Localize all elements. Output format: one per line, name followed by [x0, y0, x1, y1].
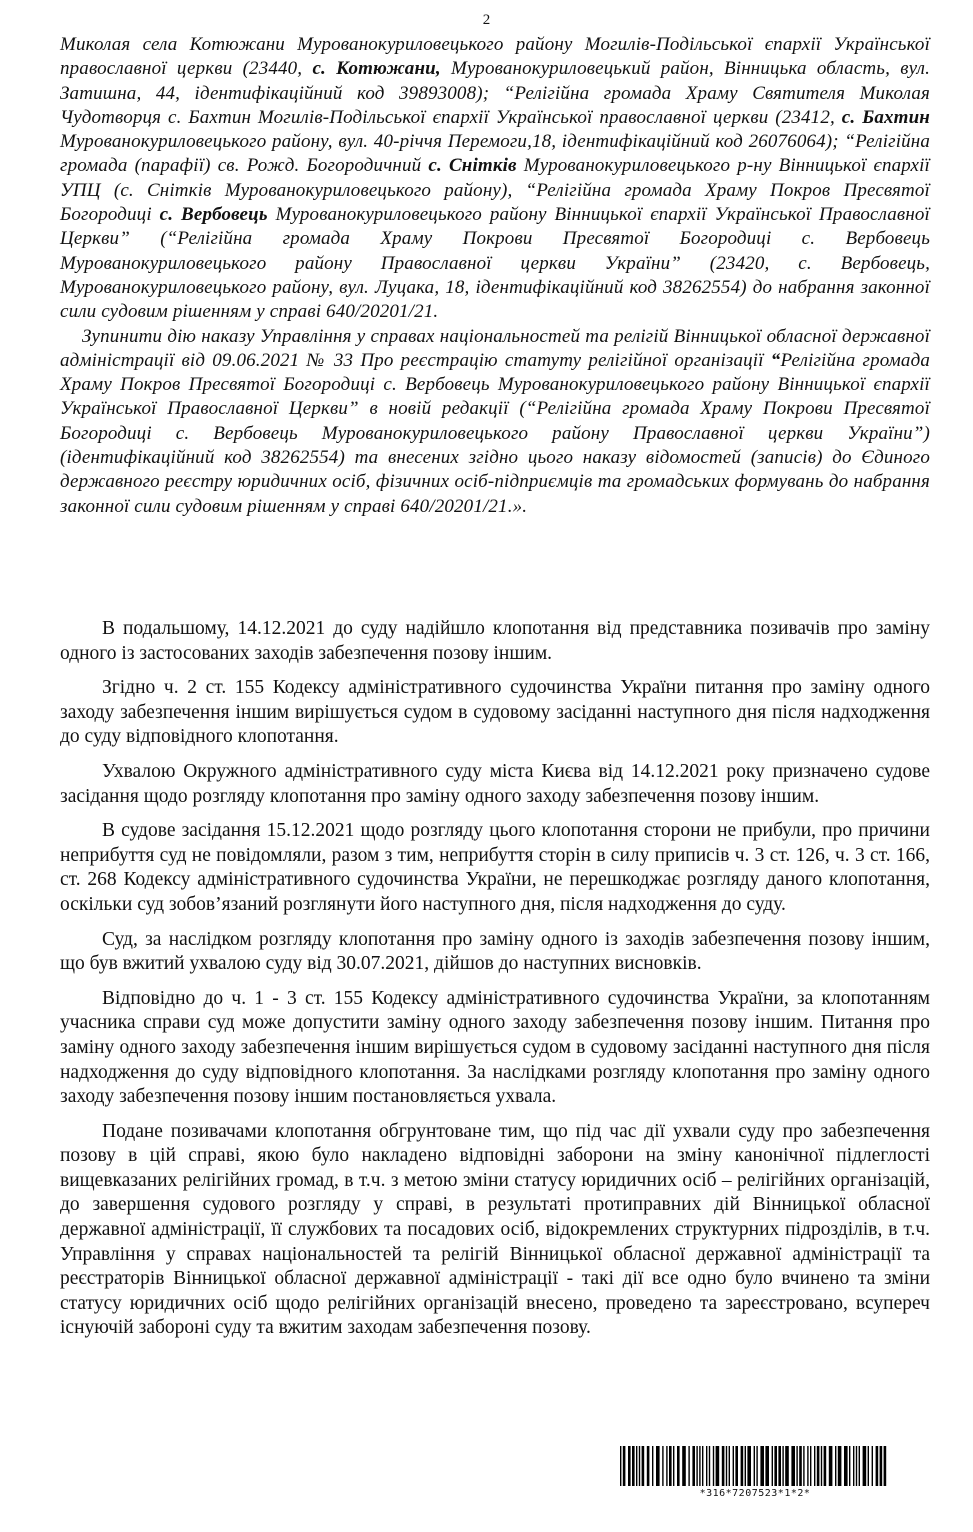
barcode-image — [620, 1446, 890, 1486]
text-run: Мурованокуриловецького району Вінницької єпархії Української Православної Церкви” (“Релігійна громада Храму Покрови Пресвятої Богородиці с. Вербовець Мурованокуриловецького району Православної церкви України” (23420, с. Вербовець, Мурованокуриловецького району, вул. Луцака, 18, ідентифікаційний код 38262554) до набрання законної сили судовим рішенням у справі 640/20201/21. — [60, 204, 930, 323]
text-run: Мурованокуриловецького р-ну Вінницької єпархії УПЦ (с. Снітків Мурованокуриловецького району), “Релігійна громада Храму Покров Пресвятої Богородиці — [60, 155, 930, 226]
document-body — [60, 617, 930, 1351]
body-paragraph: Згідно ч. 2 ст. 155 Кодексу адміністративного судочинства України питання про заміну одного заходу забезпечення іншим вирішується судом в судовому засіданні наступного дня після надходження до суду відповідного клопотання. — [60, 677, 930, 748]
bold-run: “ — [770, 349, 781, 371]
bold-run: с. Вербовець — [159, 204, 268, 226]
text-run: Мурованокуриловецький район, Вінницька область, вул. Затишна, 44, ідентифікаційний код 39893008); “Релігійна громада Храму Святителя Миколая Чудотворця с. Бахтин Могилів-Подільської єпархії Української православної церкви (23412, — [60, 58, 931, 128]
body-paragraph: В подальшому, 14.12.2021 до суду надійшло клопотання від представника позивачів про заміну одного із застосованих заходів забезпечення позову іншим. — [60, 618, 930, 664]
text-run: Зупинити дію наказу Управління у справах національностей та релігій Вінницької обласної державної адміністрації від 09.06.2021 № 33 Про реєстрацію статуту релігійної організації — [60, 325, 930, 371]
document-barcode — [620, 1446, 900, 1499]
quoted-paragraph-1 — [60, 33, 930, 325]
text-run: Миколая села Котюжани Мурованокуриловецького району Могилів-Подільської єпархії Української православної церкви (23440, — [60, 34, 930, 80]
body-paragraph: Відповідно до ч. 1 - 3 ст. 155 Кодексу адміністративного судочинства України, за клопотанням учасника справи суд може допустити заміну одного заходу забезпечення позову іншим. Питання про заміну одного заходу забезпечення іншим вирішується судом в судовому засіданні наступного дня після надходження до суду відповідного клопотання. За наслідками розгляду клопотання про заміну одного заходу забезпечення позову іншим постановляється ухвала. — [60, 987, 930, 1108]
quoted-order-text — [60, 33, 930, 519]
text-run: Мурованокуриловецького району, вул. 40-річчя Перемоги,18, ідентифікаційний код 26076064); “Релігійна громада (парафії) св. Рожд. Богородичний — [60, 131, 930, 177]
body-paragraph: Ухвалою Окружного адміністративного суду міста Києва від 14.12.2021 року призначено судове засідання щодо розгляду клопотання про заміну одного заходу забезпечення позову іншим. — [60, 760, 930, 807]
bold-run: с. Котюжани, — [312, 58, 441, 80]
bold-run: с. Бахтин — [841, 106, 930, 128]
barcode-number: *316*7207523*1*2* — [699, 1488, 811, 1499]
body-paragraph: В судове засідання 15.12.2021 щодо розгляду цього клопотання сторони не прибули, про причини неприбуття суд не повідомляли, разом з тим, неприбуття сторін в силу приписів ч. 3 ст. 126, ч. 3 ст. 166, ст. 268 Кодексу адміністративного судочинства України, не перешкоджає розгляду даного клопотання, оскільки суд зобов’язаний розглянути його наступного дня, після надходження до суду. — [60, 820, 930, 915]
page-number: 2 — [482, 12, 491, 28]
text-run: Релігійна громада Храму Покров Пресвятої Богородиці с. Вербовець Мурованокуриловецького району Вінницької єпархії Української Православної Церкви” в новій редакції (“Релігійна громада Храму Покрови Пресвятої Богородиці с. Вербовець Мурованокуриловецького району Православної церкви України”) (ідентифікаційний код 38262554) та внесених згідно цього наказу відомостей (записів) до Єдиного державного реєстру юридичних осіб, фізичних осіб-підприємців та громадських формувань до набрання законної сили судовим рішенням у справі 640/20201/21.». — [60, 349, 930, 517]
body-paragraph: Подане позивачами клопотання обгрунтоване тим, що під час дії ухвали суду про забезпечення позову в цій справі, якою було накладено відповідні заборони на зміну канонічної підлеглості вищевказаних релігійних громад, в т.ч. з метою зміни статусу юридичних осіб – релігійних організацій, до завершення судового розгляду у справі, в результаті протиправних дій Вінницької обласної державної адміністрації, її службових та посадових осіб, відокремлених структурних підрозділів, в т.ч. Управління у справах національностей та релігій Вінницької обласної державної адміністрації та реєстраторів Вінницької обласної державної адміністрації - такі дії все одно було вчинено та зміни статусу юридичних осіб щодо релігійних організацій внесено, проведено та зареєстровано, всупереч існуючій забороні суду та вжитим заходам забезпечення позову. — [60, 1120, 930, 1339]
bold-run: с. Снітків — [428, 155, 517, 177]
quoted-paragraph-2 — [60, 325, 930, 519]
body-paragraph: Суд, за наслідком розгляду клопотання про заміну одного із заходів забезпечення позову іншим, що був вжитий ухвалою суду від 30.07.2021, дійшов до наступних висновків. — [60, 928, 930, 975]
